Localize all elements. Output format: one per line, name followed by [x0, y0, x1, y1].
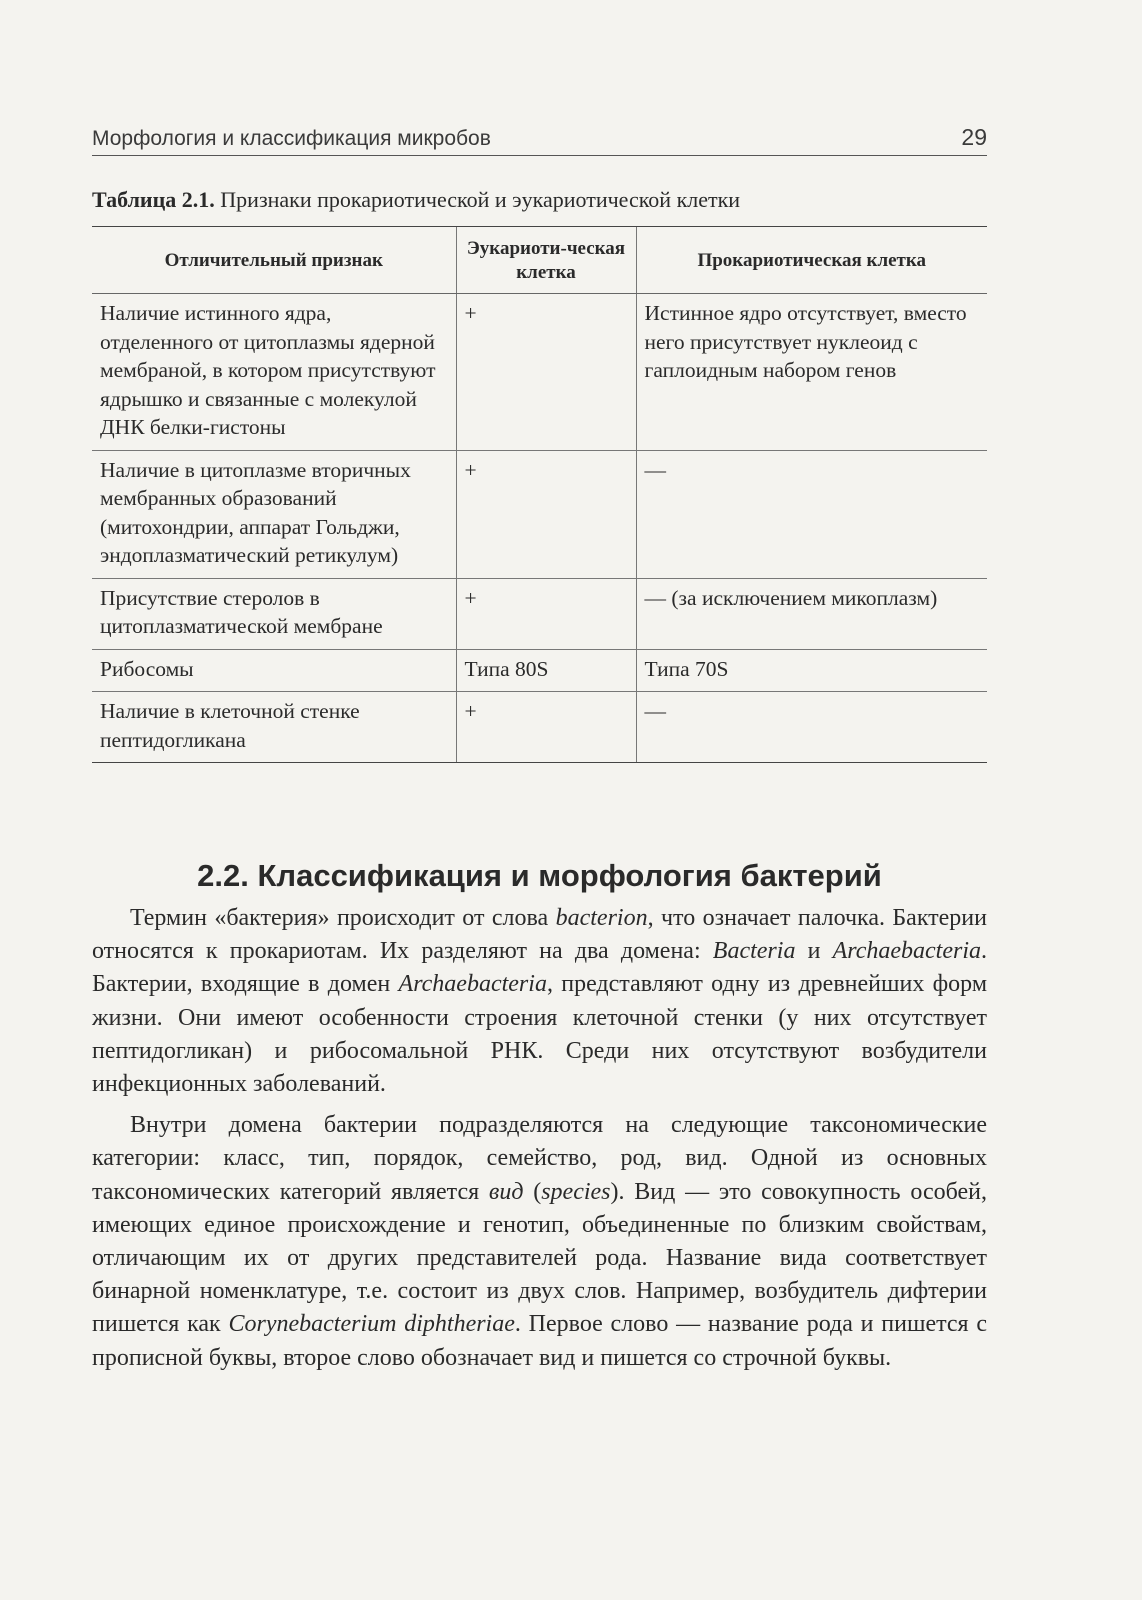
table-cell: — — [636, 692, 987, 763]
italic-term: вид — [488, 1178, 524, 1205]
section-title: 2.2. Классификация и морфология бактерий — [197, 858, 882, 893]
text-run: . Бактерии, входящие в домен — [92, 938, 988, 998]
table-cell: Наличие истинного ядра, отделенного от цитоплазмы ядерной мембраной, в котором присутствуют ядрышко и связанные с молекулой ДНК белки-гистоны — [92, 294, 456, 451]
table-cell: Типа 70S — [636, 649, 987, 692]
table-cell: Наличие в клеточной стенке пептидогликана — [92, 692, 456, 763]
table-row — [92, 692, 987, 763]
features-table — [92, 226, 987, 763]
table-cell: — (за исключением микоплазм) — [636, 578, 987, 649]
table-caption-label: Таблица 2.1. — [92, 187, 215, 212]
text-run: Внутри домена бактерии подразделяются на следующие таксономические категории: класс, тип, порядок, семейство, род, вид. Одной из основных таксономических категорий является — [92, 1112, 987, 1205]
table-row — [92, 294, 987, 451]
italic-term: Bacteria — [712, 938, 796, 965]
table-caption-text: Признаки прокариотической и эукариотической клетки — [214, 187, 741, 212]
italic-term: Archaebacteria — [832, 938, 982, 965]
text-run: . Первое слово — название рода и пишется с прописной буквы, второе слово обозначает вид и пишется со строчной буквы. — [92, 1311, 988, 1371]
table-cell: Присутствие стеролов в цитоплазматической мембране — [92, 578, 456, 649]
table-row — [92, 649, 987, 692]
italic-term: species — [541, 1178, 611, 1205]
page-number: 29 — [961, 124, 987, 150]
text-run: ( — [523, 1178, 542, 1205]
text-run: и — [795, 938, 833, 965]
paragraph — [92, 1109, 987, 1375]
italic-term: Archaebacteria — [398, 971, 547, 998]
italic-term: bacterion — [555, 905, 648, 931]
table-cell: Типа 80S — [456, 649, 636, 692]
table-cell: — — [636, 450, 987, 578]
italic-term: Corynebacterium diphtheriae — [228, 1311, 515, 1338]
table-cell: + — [456, 294, 636, 451]
table-caption — [92, 187, 987, 213]
table-row — [92, 450, 987, 578]
header-cell-prokaryotic: Прокариотическая клетка — [636, 227, 987, 294]
running-title: Морфология и классификация микробов — [92, 127, 491, 150]
page-header — [92, 124, 987, 156]
text-run: Термин «бактерия» происходит от слова — [130, 905, 556, 931]
table-cell: Истинное ядро отсутствует, вместо него присутствует нуклеоид с гаплоидным набором генов — [636, 294, 987, 451]
text-run: , представляют одну из древнейших форм жизни. Они имеют особенности строения клеточной стенки (у них отсутствует пептидогликан) и рибосомальной РНК. Среди них отсутствуют возбудители инфекционных заболеваний. — [92, 971, 988, 1098]
body-text — [92, 902, 987, 1383]
table-header-row — [92, 227, 987, 294]
table-cell: Наличие в цитоплазме вторичных мембранных образований (митохондрии, аппарат Гольджи, эндоплазматический ретикулум) — [92, 450, 456, 578]
header-cell-eukaryotic: Эукариоти-ческая клетка — [456, 227, 636, 294]
paragraph — [92, 902, 987, 1101]
header-cell-feature: Отличительный признак — [92, 227, 456, 294]
table-cell: + — [456, 692, 636, 763]
text-run: ). Вид — это совокупность особей, имеющих единое происхождение и генотип, объединенные по близким свойствам, отличающим их от других представителей рода. Название вида соответствует бинарной номенклатуре, т.е. состоит из двух слов. Например, возбудитель дифтерии пишется как — [92, 1178, 987, 1338]
table-cell: + — [456, 450, 636, 578]
text-run: , что означает палочка. Бактерии относятся к прокариотам. Их разделяют на два домена: — [92, 905, 987, 965]
table-cell: Рибосомы — [92, 649, 456, 692]
table-row — [92, 578, 987, 649]
table-cell: + — [456, 578, 636, 649]
